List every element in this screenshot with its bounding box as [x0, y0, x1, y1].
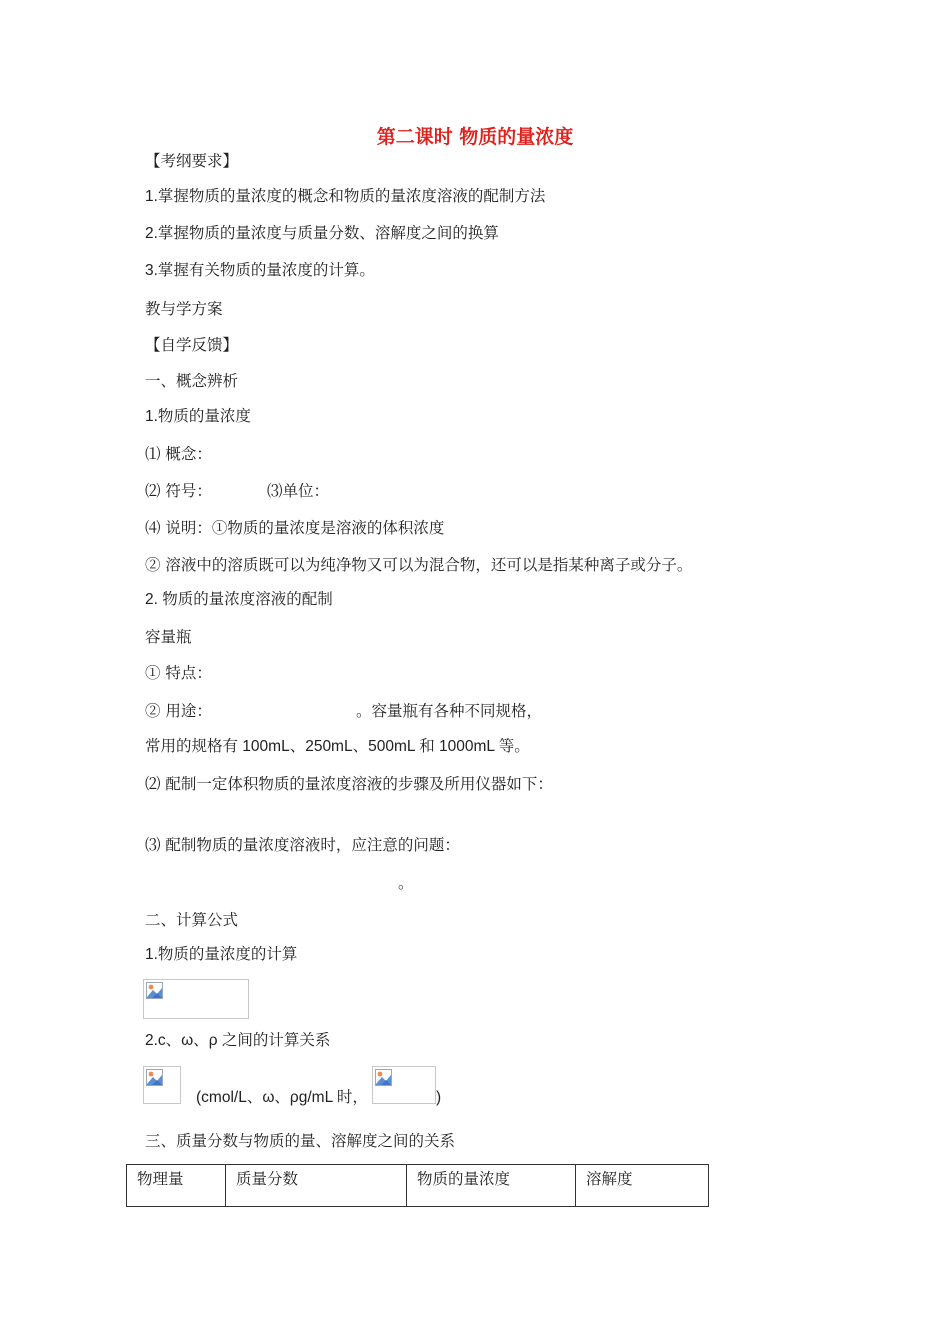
- formula-image-condition: [372, 1066, 436, 1104]
- part-three-heading: 三、质量分数与物质的量、溶解度之间的关系: [145, 1132, 456, 1150]
- header-solubility: 溶解度: [576, 1165, 709, 1207]
- flask-use: ② 用途：: [145, 702, 212, 720]
- header-molar-concentration: 物质的量浓度: [407, 1165, 576, 1207]
- requirement-1: 1.掌握物质的量浓度的概念和物质的量浓度溶液的配制方法: [145, 188, 546, 205]
- flask-common-specs: 常用的规格有 100mL、250mL、500mL 和 1000mL 等。: [145, 738, 530, 755]
- volumetric-flask-label: 容量瓶: [145, 628, 192, 646]
- item-unit: ⑶单位：: [267, 482, 330, 500]
- item-explanation-2: ② 溶液中的溶质既可以为纯净物又可以为混合物，还可以是指某种离子或分子。: [145, 556, 693, 574]
- preparation-notes: ⑶ 配制物质的量浓度溶液时，应注意的问题：: [145, 836, 460, 854]
- subheading-relation: 2.c、ω、ρ 之间的计算关系: [145, 1032, 331, 1049]
- part-two-heading: 二、计算公式: [145, 911, 239, 929]
- flask-specs: 。容量瓶有各种不同规格，: [356, 702, 543, 720]
- formula-image-concentration: [143, 979, 249, 1019]
- broken-image-icon: [146, 1069, 163, 1086]
- section-heading-feedback: 【自学反馈】: [145, 336, 239, 354]
- formula-image-relation: [143, 1066, 181, 1104]
- closing-paren: ): [436, 1089, 442, 1106]
- requirement-2: 2.掌握物质的量浓度与质量分数、溶解度之间的换算: [145, 225, 499, 242]
- page-title: 第二课时 物质的量浓度: [376, 126, 574, 148]
- item-explanation: ⑷ 说明：①物质的量浓度是溶液的体积浓度: [145, 519, 445, 537]
- part-one-heading: 一、概念辨析: [145, 372, 239, 390]
- subheading-preparation: 2. 物质的量浓度溶液的配制: [145, 591, 333, 608]
- subheading-concentration: 1.物质的量浓度: [145, 408, 251, 425]
- item-concept: ⑴ 概念：: [145, 445, 212, 463]
- item-symbol: ⑵ 符号：: [145, 482, 212, 500]
- unit-condition-text: (cmol/L、ω、ρg/mL 时，: [196, 1089, 368, 1106]
- header-mass-fraction: 质量分数: [226, 1165, 407, 1207]
- section-heading-syllabus: 【考纲要求】: [145, 152, 239, 170]
- broken-image-icon: [375, 1069, 392, 1086]
- table-header-row: [127, 1165, 709, 1207]
- requirement-3: 3.掌握有关物质的量浓度的计算。: [145, 262, 375, 279]
- header-quantity: 物理量: [127, 1165, 226, 1207]
- plan-heading: 教与学方案: [145, 300, 223, 318]
- notes-end-mark: 。: [398, 874, 414, 892]
- broken-image-icon: [146, 982, 163, 999]
- subheading-calculation: 1.物质的量浓度的计算: [145, 946, 298, 963]
- flask-feature: ① 特点：: [145, 664, 212, 682]
- comparison-table: [126, 1164, 709, 1207]
- preparation-steps: ⑵ 配制一定体积物质的量浓度溶液的步骤及所用仪器如下：: [145, 775, 553, 793]
